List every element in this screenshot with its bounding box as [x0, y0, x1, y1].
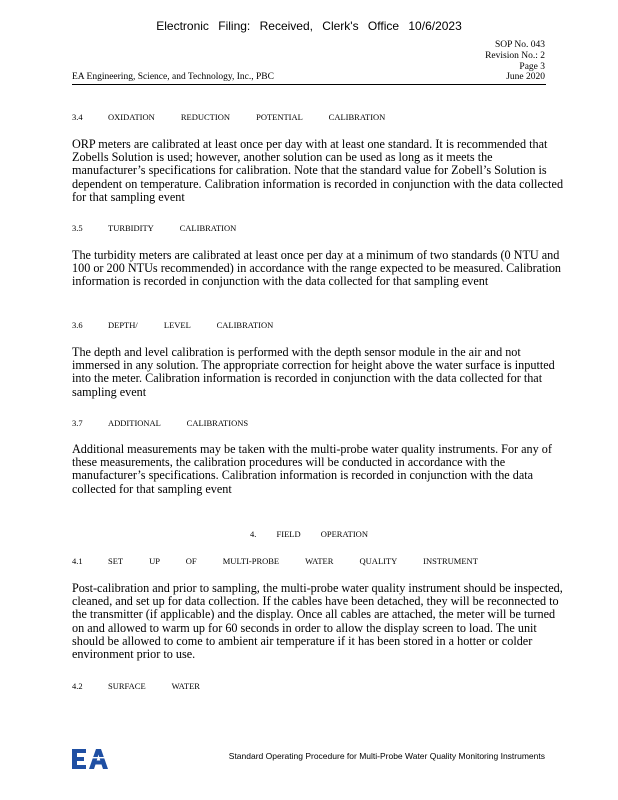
- chapter-number: 4.: [250, 529, 257, 539]
- section-heading-3-5: [72, 223, 236, 233]
- section-number: 3.6: [72, 320, 83, 330]
- section-title: SET UP OF MULTI-PROBE WATER QUALITY INSTRUMENT: [108, 556, 478, 566]
- revision-number: Revision No.: 2: [485, 51, 545, 61]
- section-title: ADDITIONAL CALIBRATIONS: [108, 418, 249, 428]
- section-title: OXIDATION REDUCTION POTENTIAL CALIBRATION: [108, 112, 386, 122]
- section-number: 3.7: [72, 418, 83, 428]
- section-text-3-4: ORP meters are calibrated at least once per day with at least one standard. It is recommended that Zobells Solution is used; however, another solution can be used as long as it meets the manufacturer’s specifications for calibration. Note that the standard value for Zobell’s Solution is dependent on temperature. Calibration information is recorded in conjunction with the data collected for that sampling event: [72, 137, 564, 204]
- section-heading-4-2: [72, 681, 200, 691]
- section-text-3-6: The depth and level calibration is performed with the depth sensor module in the air and not immersed in any solution. The appropriate correction for height above the water surface is inputted into the meter. Calibration information is recorded in conjunction with the data collected for that sampling event: [72, 345, 555, 399]
- section-text-3-7: Additional measurements may be taken with the multi-probe water quality instruments. For any of these measurements, the calibration procedures will be conducted in accordance with the manufacturer’s specifications. Calibration information is recorded in conjunction with the data collected for that sampling event: [72, 442, 552, 496]
- document-date: June 2020: [506, 72, 545, 82]
- section-text-3-5: The turbidity meters are calibrated at least once per day at a minimum of two standards (0 NTU and 100 or 200 NTUs recommended) in accordance with the range expected to be measured. Calibration information is recorded in conjunction with the data collected for that sampling event: [72, 248, 562, 289]
- section-title: TURBIDITY CALIBRATION: [108, 223, 237, 233]
- ea-logo-icon: [72, 749, 112, 769]
- sop-number: SOP No. 043: [494, 40, 545, 50]
- section-heading-4-1: [72, 556, 478, 566]
- section-text-4-1: Post-calibration and prior to sampling, the multi-probe water quality instrument should be inspected, cleaned, and set up for data collection. If the cables have been detached, they will be reconnected to the transmitter (if applicable) and the display. Once all cables are attached, the meter will be turned on and allowed to warm up for 60 seconds in order to allow the display screen to load. The unit should be allowed to come to ambient air temperature if it has been stored in a hotter or colder environment prior to use.: [72, 581, 563, 662]
- section-heading-3-6: [72, 320, 273, 330]
- page-number: Page 3: [519, 62, 545, 72]
- footer-text: Standard Operating Procedure for Multi-Probe Water Quality Monitoring Instruments: [228, 751, 545, 761]
- chapter-heading: [0, 529, 618, 539]
- section-heading-3-4: [72, 112, 385, 122]
- section-title: DEPTH/ LEVEL CALIBRATION: [108, 320, 274, 330]
- sop-info: [485, 40, 545, 73]
- section-heading-3-7: [72, 418, 248, 428]
- section-title: SURFACE WATER: [108, 681, 200, 691]
- section-number: 4.1: [72, 556, 83, 566]
- section-number: 4.2: [72, 681, 83, 691]
- company-name: EA Engineering, Science, and Technology, Inc., PBC: [72, 72, 274, 82]
- filing-stamp: Electronic Filing: Received, Clerk's Office 10/6/2023: [156, 19, 462, 33]
- section-number: 3.4: [72, 112, 83, 122]
- header-rule: [72, 84, 546, 85]
- section-number: 3.5: [72, 223, 83, 233]
- chapter-title: FIELD OPERATION: [276, 529, 368, 539]
